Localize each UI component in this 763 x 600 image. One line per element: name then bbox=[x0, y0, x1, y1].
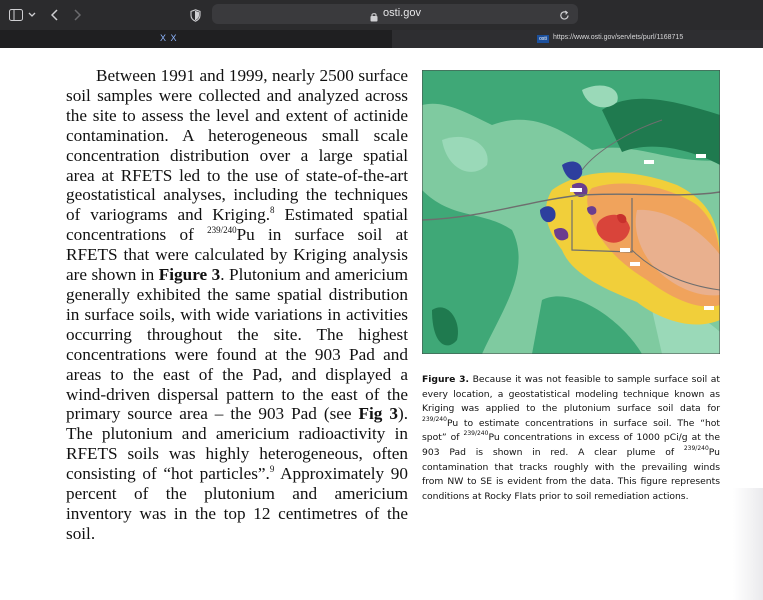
browser-toolbar bbox=[0, 0, 763, 30]
contamination-map bbox=[422, 70, 720, 354]
back-icon[interactable] bbox=[48, 5, 62, 25]
figure-caption bbox=[422, 373, 720, 504]
caption-text: Because it was not feasible to sample surface soil at every location, a geostatistical modeling technique known as Kriging was applied to the plutonium surface soil data for bbox=[422, 374, 720, 415]
address-text: osti.gov bbox=[383, 7, 421, 19]
tab-url: https://www.osti.gov/servlets/purl/1168715 bbox=[553, 34, 684, 41]
caption-text: Pu concentrations in excess of 1000 pCi/g at the 903 Pad is shown in red. A clear plume of bbox=[422, 432, 720, 458]
figure-reference: Fig 3 bbox=[358, 404, 398, 424]
paragraph-text: Estimated spatial concentrations of bbox=[66, 205, 408, 245]
address-bar[interactable] bbox=[212, 4, 578, 24]
tab-inactive[interactable] bbox=[0, 30, 390, 48]
map-label-box bbox=[570, 188, 582, 192]
paragraph-last-line: inventory was in the top 12 centimetres of the soil. bbox=[66, 503, 408, 543]
map-label-box bbox=[630, 262, 640, 266]
isotope-superscript: 239/240 bbox=[207, 225, 237, 236]
paragraph-text: Approximately 90 percent of the plutonium and americium bbox=[66, 464, 408, 504]
caption-label: Figure 3. bbox=[422, 374, 470, 385]
tab-bar bbox=[0, 30, 763, 48]
sidebar-icon[interactable] bbox=[8, 5, 24, 25]
figure-reference: Figure 3 bbox=[158, 265, 221, 285]
isotope-superscript: 239/240 bbox=[683, 444, 709, 452]
paragraph-text: ). The plutonium and americium radioactivity in RFETS soils was highly heterogeneous, often consisting of “hot particles”. bbox=[66, 404, 409, 484]
chevron-down-icon[interactable] bbox=[27, 5, 37, 25]
map-label-box bbox=[704, 306, 714, 310]
forward-icon[interactable] bbox=[70, 5, 84, 25]
caption-text: Pu to estimate concentrations in surface soil. The “hot spot” of bbox=[422, 417, 720, 444]
paragraph-text: . Plutonium and americium generally exhibited the same spatial distribution in surface soils, with wide variations in activities occurring throughout the site. The highest concentrations were found at the 903 Pad and areas to the east of the Pad, and displayed a wind-driven dispersal pattern to the east of the primary source area – the 903 Pad (see bbox=[66, 265, 409, 424]
reference-8: 8 bbox=[270, 205, 275, 216]
reload-icon[interactable] bbox=[559, 8, 570, 26]
caption-text: Pu contamination that tracks roughly with the prevailing winds from NW to SE is evident from the data. This figure represents conditions at Rocky Flats prior to soil remediation actions. bbox=[422, 446, 720, 502]
tab-active[interactable] bbox=[392, 30, 763, 48]
map-label-box bbox=[644, 160, 654, 164]
isotope-superscript: 239/240 bbox=[422, 415, 447, 423]
shield-icon[interactable] bbox=[188, 5, 202, 25]
tab-label: X X bbox=[160, 33, 178, 43]
isotope-superscript: 239/240 bbox=[463, 430, 489, 438]
document-page bbox=[0, 48, 763, 552]
map-label-box bbox=[620, 248, 630, 252]
page-shadow bbox=[733, 488, 763, 600]
map-label-box bbox=[696, 154, 706, 158]
paragraph-text: Pu in surface soil at RFETS that were calculated by Kriging analysis are shown in bbox=[66, 225, 408, 285]
paragraph-text: Between 1991 and 1999, nearly 2500 surface soil samples were collected and analyzed across the site to assess the level and extent of actinide contamination. A heterogeneous small scale concentration distribution over a large spatial area at RFETS led to the use of state-of-the-art geostatistical analyses, including the techniques of variograms and Kriging. bbox=[66, 66, 408, 225]
favicon: osti bbox=[537, 35, 549, 43]
reference-9: 9 bbox=[269, 464, 275, 475]
body-paragraph bbox=[66, 66, 408, 544]
